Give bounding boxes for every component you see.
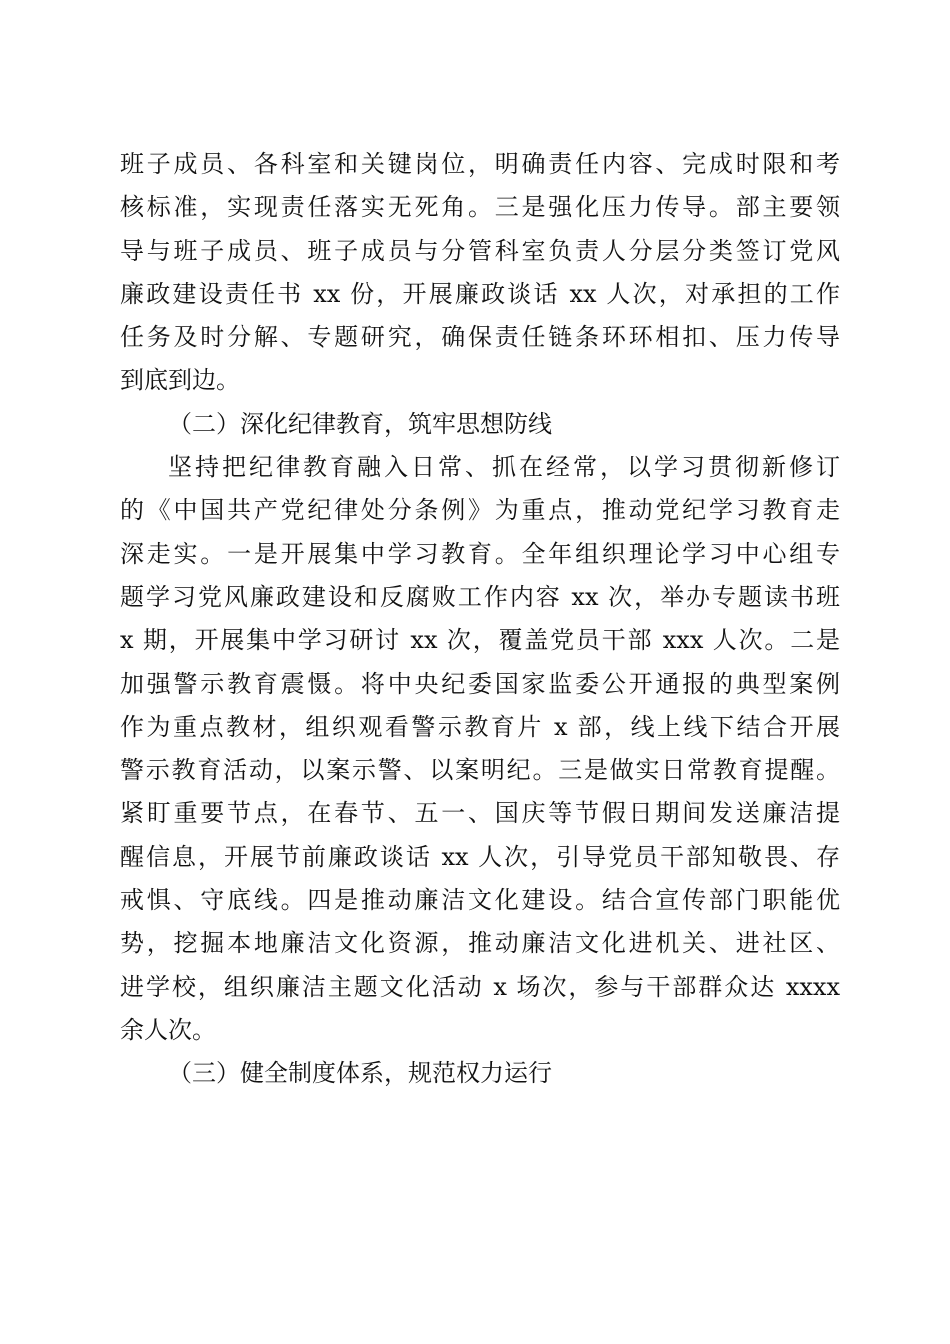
text-line: 班子成员、各科室和关键岗位，明确责任内容、完成时限和考 <box>120 150 840 178</box>
text-line: x 期，开展集中学习研讨 xx 次，覆盖党员干部 xxx 人次。二是 <box>120 626 840 655</box>
text-line: 戒惧、守底线。四是推动廉洁文化建设。结合宣传部门职能优 <box>120 886 840 915</box>
text-line: 深走实。一是开展集中学习教育。全年组织理论学习中心组专 <box>120 539 840 568</box>
text-line: 紧盯重要节点，在春节、五一、国庆等节假日期间发送廉洁提 <box>120 799 840 828</box>
section-heading-discipline-education: （二）深化纪律教育，筑牢思想防线 <box>168 409 552 438</box>
text-line: 坚持把纪律教育融入日常、抓在经常，以学习贯彻新修订 <box>168 453 840 482</box>
text-line: 到底到边。 <box>120 366 240 395</box>
paragraph-discipline-education <box>120 446 840 1052</box>
text-line: 核标准，实现责任落实无死角。三是强化压力传导。部主要领 <box>120 193 840 222</box>
text-line: 的《中国共产党纪律处分条例》为重点，推动党纪学习教育走 <box>120 496 840 525</box>
text-line: 廉政建设责任书 xx 份，开展廉政谈话 xx 人次，对承担的工作 <box>120 279 840 308</box>
document-body <box>120 143 840 1096</box>
paragraph-responsibility <box>120 143 840 403</box>
text-line: 作为重点教材，组织观看警示教育片 x 部，线上线下结合开展 <box>120 712 840 741</box>
text-line: 题学习党风廉政建设和反腐败工作内容 xx 次，举办专题读书班 <box>120 582 840 611</box>
text-line: 导与班子成员、班子成员与分管科室负责人分层分类签订党风 <box>120 236 840 265</box>
text-line: 加强警示教育震慑。将中央纪委国家监委公开通报的典型案例 <box>120 669 840 698</box>
text-line: 任务及时分解、专题研究，确保责任链条环环相扣、压力传导 <box>120 323 840 352</box>
section-heading-institutional-system: （三）健全制度体系，规范权力运行 <box>168 1059 552 1088</box>
text-line: 势，挖掘本地廉洁文化资源，推动廉洁文化进机关、进社区、 <box>120 929 840 958</box>
text-line: 进学校，组织廉洁主题文化活动 x 场次，参与干部群众达 xxxx <box>120 972 840 1001</box>
text-line: 警示教育活动，以案示警、以案明纪。三是做实日常教育提醒。 <box>120 756 840 785</box>
text-line: 余人次。 <box>120 1015 216 1044</box>
text-line: 醒信息，开展节前廉政谈话 xx 人次，引导党员干部知敬畏、存 <box>120 842 840 871</box>
